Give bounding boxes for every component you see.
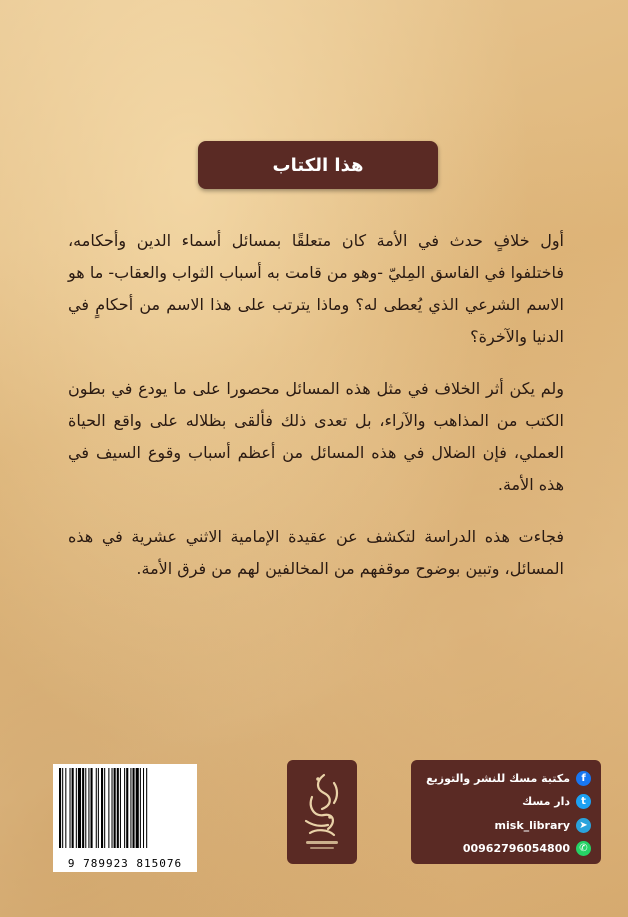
twitter-label: دار مسك <box>522 794 570 808</box>
title-banner <box>198 141 438 189</box>
barcode <box>53 764 197 872</box>
publisher-logo <box>287 760 357 864</box>
telegram-label: misk_library <box>494 818 570 832</box>
isbn-number: 9 789923 815076 <box>67 857 183 870</box>
publisher-logo-icon <box>294 767 350 857</box>
facebook-label: مكتبة مسك للنشر والتوزيع <box>426 771 570 785</box>
paragraph-2: ولم يكن أثر الخلاف في مثل هذه المسائل محصورا على ما يودع في بطون الكتب من المذاهب والآراء، بل تعدى ذلك فألقى بظلاله على واقع الحياة العملي، فإن الضلال في هذه المسائل من أعظم أسباب وقوع السيف في هذه الأمة. <box>68 379 564 494</box>
contact-row-whatsapp <box>463 838 591 858</box>
contact-row-twitter <box>522 791 591 811</box>
facebook-icon: f <box>576 771 591 786</box>
contact-row-telegram <box>495 815 591 835</box>
back-cover-text <box>68 225 564 605</box>
whatsapp-icon: ✆ <box>576 841 591 856</box>
paragraph-3: فجاءت هذه الدراسة لتكشف عن عقيدة الإمامية الاثني عشرية في هذه المسائل، وتبين بوضوح موقفهم من المخالفين لهم من فرق الأمة. <box>68 527 564 578</box>
telegram-icon: ➤ <box>576 818 591 833</box>
barcode-bars <box>53 764 197 854</box>
twitter-icon: t <box>576 794 591 809</box>
contact-box <box>411 760 601 864</box>
paragraph-1: أول خلافٍ حدث في الأمة كان متعلقًا بمسائل أسماء الدين وأحكامه، فاختلفوا في الفاسق المِليّ -وهو من قامت به أسباب الثواب والعقاب- ما هو الاسم الشرعي الذي يُعطى له؟ وماذا يترتب على هذا الاسم من أحكامٍ في الدنيا والآخرة؟ <box>68 231 564 346</box>
whatsapp-label: 00962796054800 <box>462 841 570 855</box>
section-title: هذا الكتاب <box>272 154 364 176</box>
contact-row-facebook <box>426 768 591 788</box>
